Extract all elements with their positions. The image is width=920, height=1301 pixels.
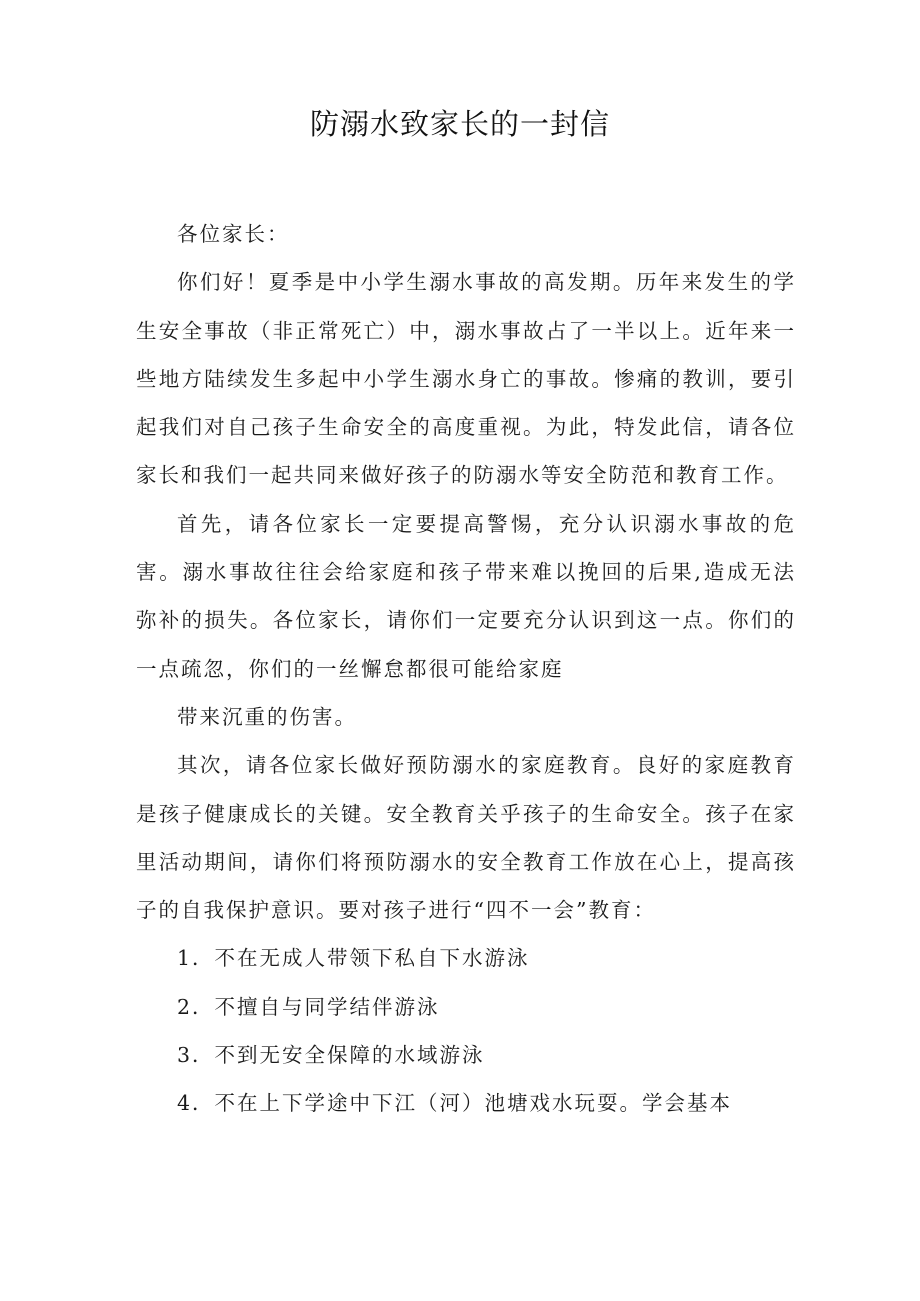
- paragraph-second-point: 其次，请各位家长做好预防溺水的家庭教育。良好的家庭教育是孩子健康成长的关键。安全教育关乎孩子的生命安全。孩子在家里活动期间，请你们将预防溺水的安全教育工作放在心上，提高孩子的自我保护意识。要对孩子进行“四不一会”教育：: [136, 753, 796, 923]
- list-item: 4．不在上下学途中下江（河）池塘戏水玩耍。学会基本: [177, 1091, 733, 1116]
- paragraph-greeting: 你们好！夏季是中小学生溺水事故的高发期。历年来发生的学生安全事故（非正常死亡）中，溺水事故占了一半以上。近年来一些地方陆续发生多起中小学生溺水身亡的事故。惨痛的教训，要引起我们对自己孩子生命安全的高度重视。为此，特发此信，请各位家长和我们一起共同来做好孩子的防溺水等安全防范和教育工作。: [136, 270, 796, 488]
- list-item: 1．不在无成人带领下私自下水游泳: [177, 946, 530, 971]
- paragraph-first-point: 首先，请各位家长一定要提高警惕，充分认识溺水事故的危害。溺水事故往往会给家庭和孩子带来难以挽回的后果,造成无法弥补的损失。各位家长，请你们一定要充分认识到这一点。你们的一点疏忽，你们的一丝懈怠都很可能给家庭: [136, 511, 796, 681]
- salutation: 各位家长：: [177, 222, 290, 246]
- paragraph-continuation: 带来沉重的伤害。: [177, 704, 357, 729]
- letter-title: 防溺水致家长的一封信: [309, 107, 610, 141]
- list-item: 2．不擅自与同学结伴游泳: [177, 994, 440, 1019]
- letter-body: [136, 210, 796, 1128]
- list-item: 3．不到无安全保障的水域游泳: [177, 1043, 485, 1068]
